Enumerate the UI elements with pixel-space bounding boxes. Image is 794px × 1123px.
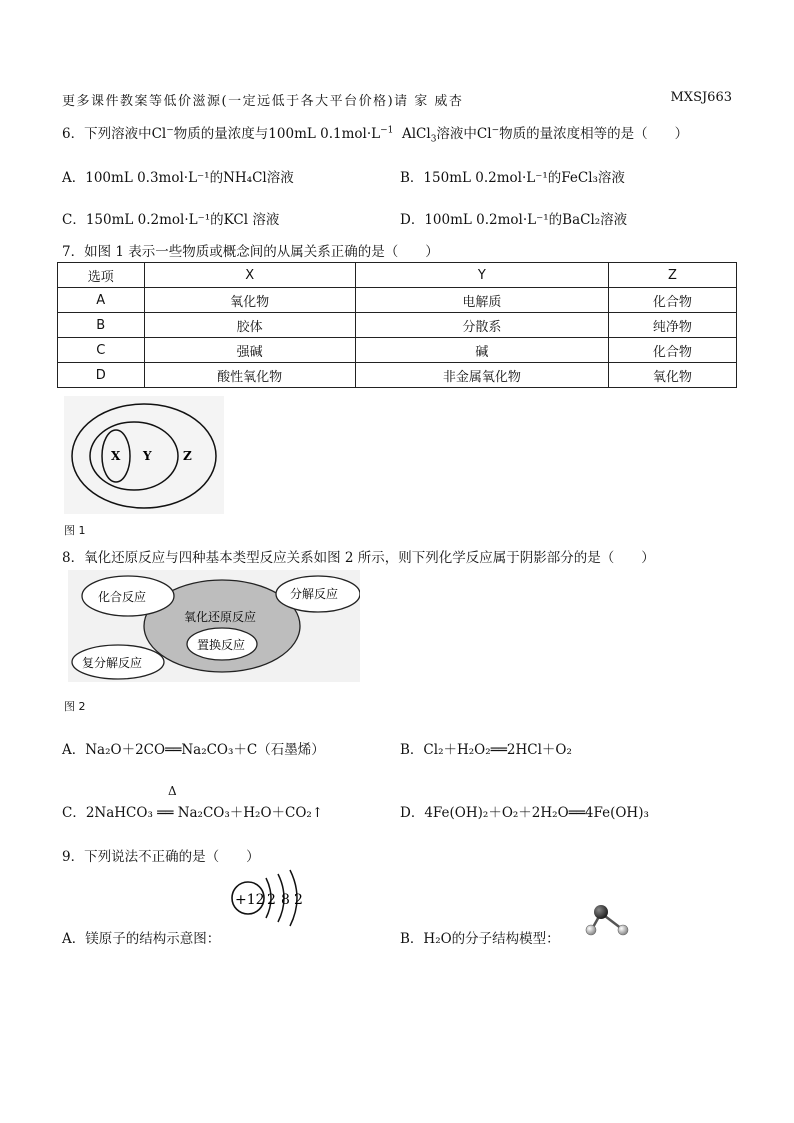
nucleus-charge: +12 bbox=[235, 892, 265, 908]
figure-1-caption: 图 1 bbox=[64, 524, 86, 537]
q8-option-b: B．Cl₂＋H₂O₂══2HCl＋O₂ bbox=[400, 742, 572, 758]
q6-option-c: C．150mL 0.2mol·L⁻¹的KCl 溶液 bbox=[62, 212, 280, 228]
q7-table-header-row bbox=[58, 263, 737, 288]
figure-1-nested-ellipses bbox=[64, 396, 224, 514]
q7-cell: 氧化物 bbox=[608, 363, 736, 388]
label-y: Y bbox=[143, 449, 152, 463]
q7-header-cell: X bbox=[144, 263, 355, 288]
q7-header-cell: Z bbox=[608, 263, 736, 288]
q7-cell: 酸性氧化物 bbox=[144, 363, 355, 388]
label-z: Z bbox=[183, 449, 192, 463]
q7-cell: B bbox=[58, 313, 145, 338]
q6-stem: 6．下列溶液中Cl−物质的量浓度与100mL $0.1mol\cdot L^{-1}$ AlCl$_3$溶液中Cl−物质的量浓度相等的是（ ） bbox=[62, 125, 689, 145]
q8-option-c: C．2NaHCO₃ ══ Na₂CO₃＋H₂O＋CO₂↑ bbox=[62, 805, 324, 821]
water-molecule-model bbox=[584, 902, 634, 938]
q7-cell: 电解质 bbox=[355, 288, 608, 313]
q7-table-row bbox=[58, 313, 737, 338]
q7-cell: D bbox=[58, 363, 145, 388]
q8-option-c-condition: Δ bbox=[168, 784, 177, 798]
q7-cell: 非金属氧化物 bbox=[355, 363, 608, 388]
header-text: 更多课件教案等低价滋源(一定远低于各大平台价格)请 家 威杏 bbox=[62, 94, 464, 109]
q7-cell: C bbox=[58, 338, 145, 363]
q7-cell: 胶体 bbox=[144, 313, 355, 338]
page-header bbox=[62, 90, 732, 109]
q7-cell: 分散系 bbox=[355, 313, 608, 338]
hydrogen-atom-left bbox=[586, 925, 596, 935]
q6-option-a: A．100mL 0.3mol·L⁻¹的NH₄Cl溶液 bbox=[62, 170, 294, 186]
q7-header-cell: Y bbox=[355, 263, 608, 288]
hydrogen-atom-right bbox=[618, 925, 628, 935]
oxygen-atom bbox=[594, 905, 608, 919]
label-combination: 化合反应 bbox=[98, 590, 147, 604]
q8-option-d: D．4Fe(OH)₂＋O₂＋2H₂O══4Fe(OH)₃ bbox=[400, 805, 649, 821]
q8-stem: 8．氧化还原反应与四种基本类型反应关系如图 2 所示，则下列化学反应属于阴影部分的是（ ） bbox=[62, 550, 655, 566]
label-redox: 氧化还原反应 bbox=[184, 610, 257, 624]
q6-option-d: D．100mL 0.2mol·L⁻¹的BaCl₂溶液 bbox=[400, 212, 628, 228]
shell-2-count: 8 bbox=[281, 892, 290, 908]
header-code: MXSJ663 bbox=[670, 90, 732, 105]
shell-1-count: 2 bbox=[267, 892, 276, 908]
q7-stem: 7．如图 1 表示一些物质或概念间的从属关系正确的是（ ） bbox=[62, 244, 439, 260]
q7-cell: 纯净物 bbox=[608, 313, 736, 338]
label-decomposition: 分解反应 bbox=[290, 587, 339, 601]
q7-cell: 氧化物 bbox=[144, 288, 355, 313]
magnesium-atom-diagram bbox=[226, 866, 312, 930]
q6-option-b: B．150mL 0.2mol·L⁻¹的FeCl₃溶液 bbox=[400, 170, 625, 186]
q7-cell: 化合物 bbox=[608, 288, 736, 313]
q9-option-a-label: A．镁原子的结构示意图： bbox=[62, 931, 221, 947]
label-x: X bbox=[111, 449, 121, 463]
q7-cell: A bbox=[58, 288, 145, 313]
shell-3-count: 2 bbox=[294, 892, 303, 908]
q7-table-row bbox=[58, 338, 737, 363]
q7-cell: 强碱 bbox=[144, 338, 355, 363]
figure-2-reaction-diagram bbox=[68, 570, 360, 682]
figure-2-caption: 图 2 bbox=[64, 700, 86, 713]
q7-table-row bbox=[58, 363, 737, 388]
q7-cell: 化合物 bbox=[608, 338, 736, 363]
label-displacement: 置换反应 bbox=[197, 638, 246, 652]
q9-stem: 9．下列说法不正确的是（ ） bbox=[62, 849, 260, 865]
q7-cell: 碱 bbox=[355, 338, 608, 363]
q7-table-row bbox=[58, 288, 737, 313]
label-double-decomposition: 复分解反应 bbox=[82, 656, 143, 670]
q7-header-cell: 选项 bbox=[58, 263, 145, 288]
q7-table bbox=[57, 262, 737, 388]
q8-option-a: A．Na₂O＋2CO══Na₂CO₃＋C（石墨烯） bbox=[62, 742, 325, 758]
q9-option-b-label: B．H₂O的分子结构模型： bbox=[400, 931, 560, 947]
